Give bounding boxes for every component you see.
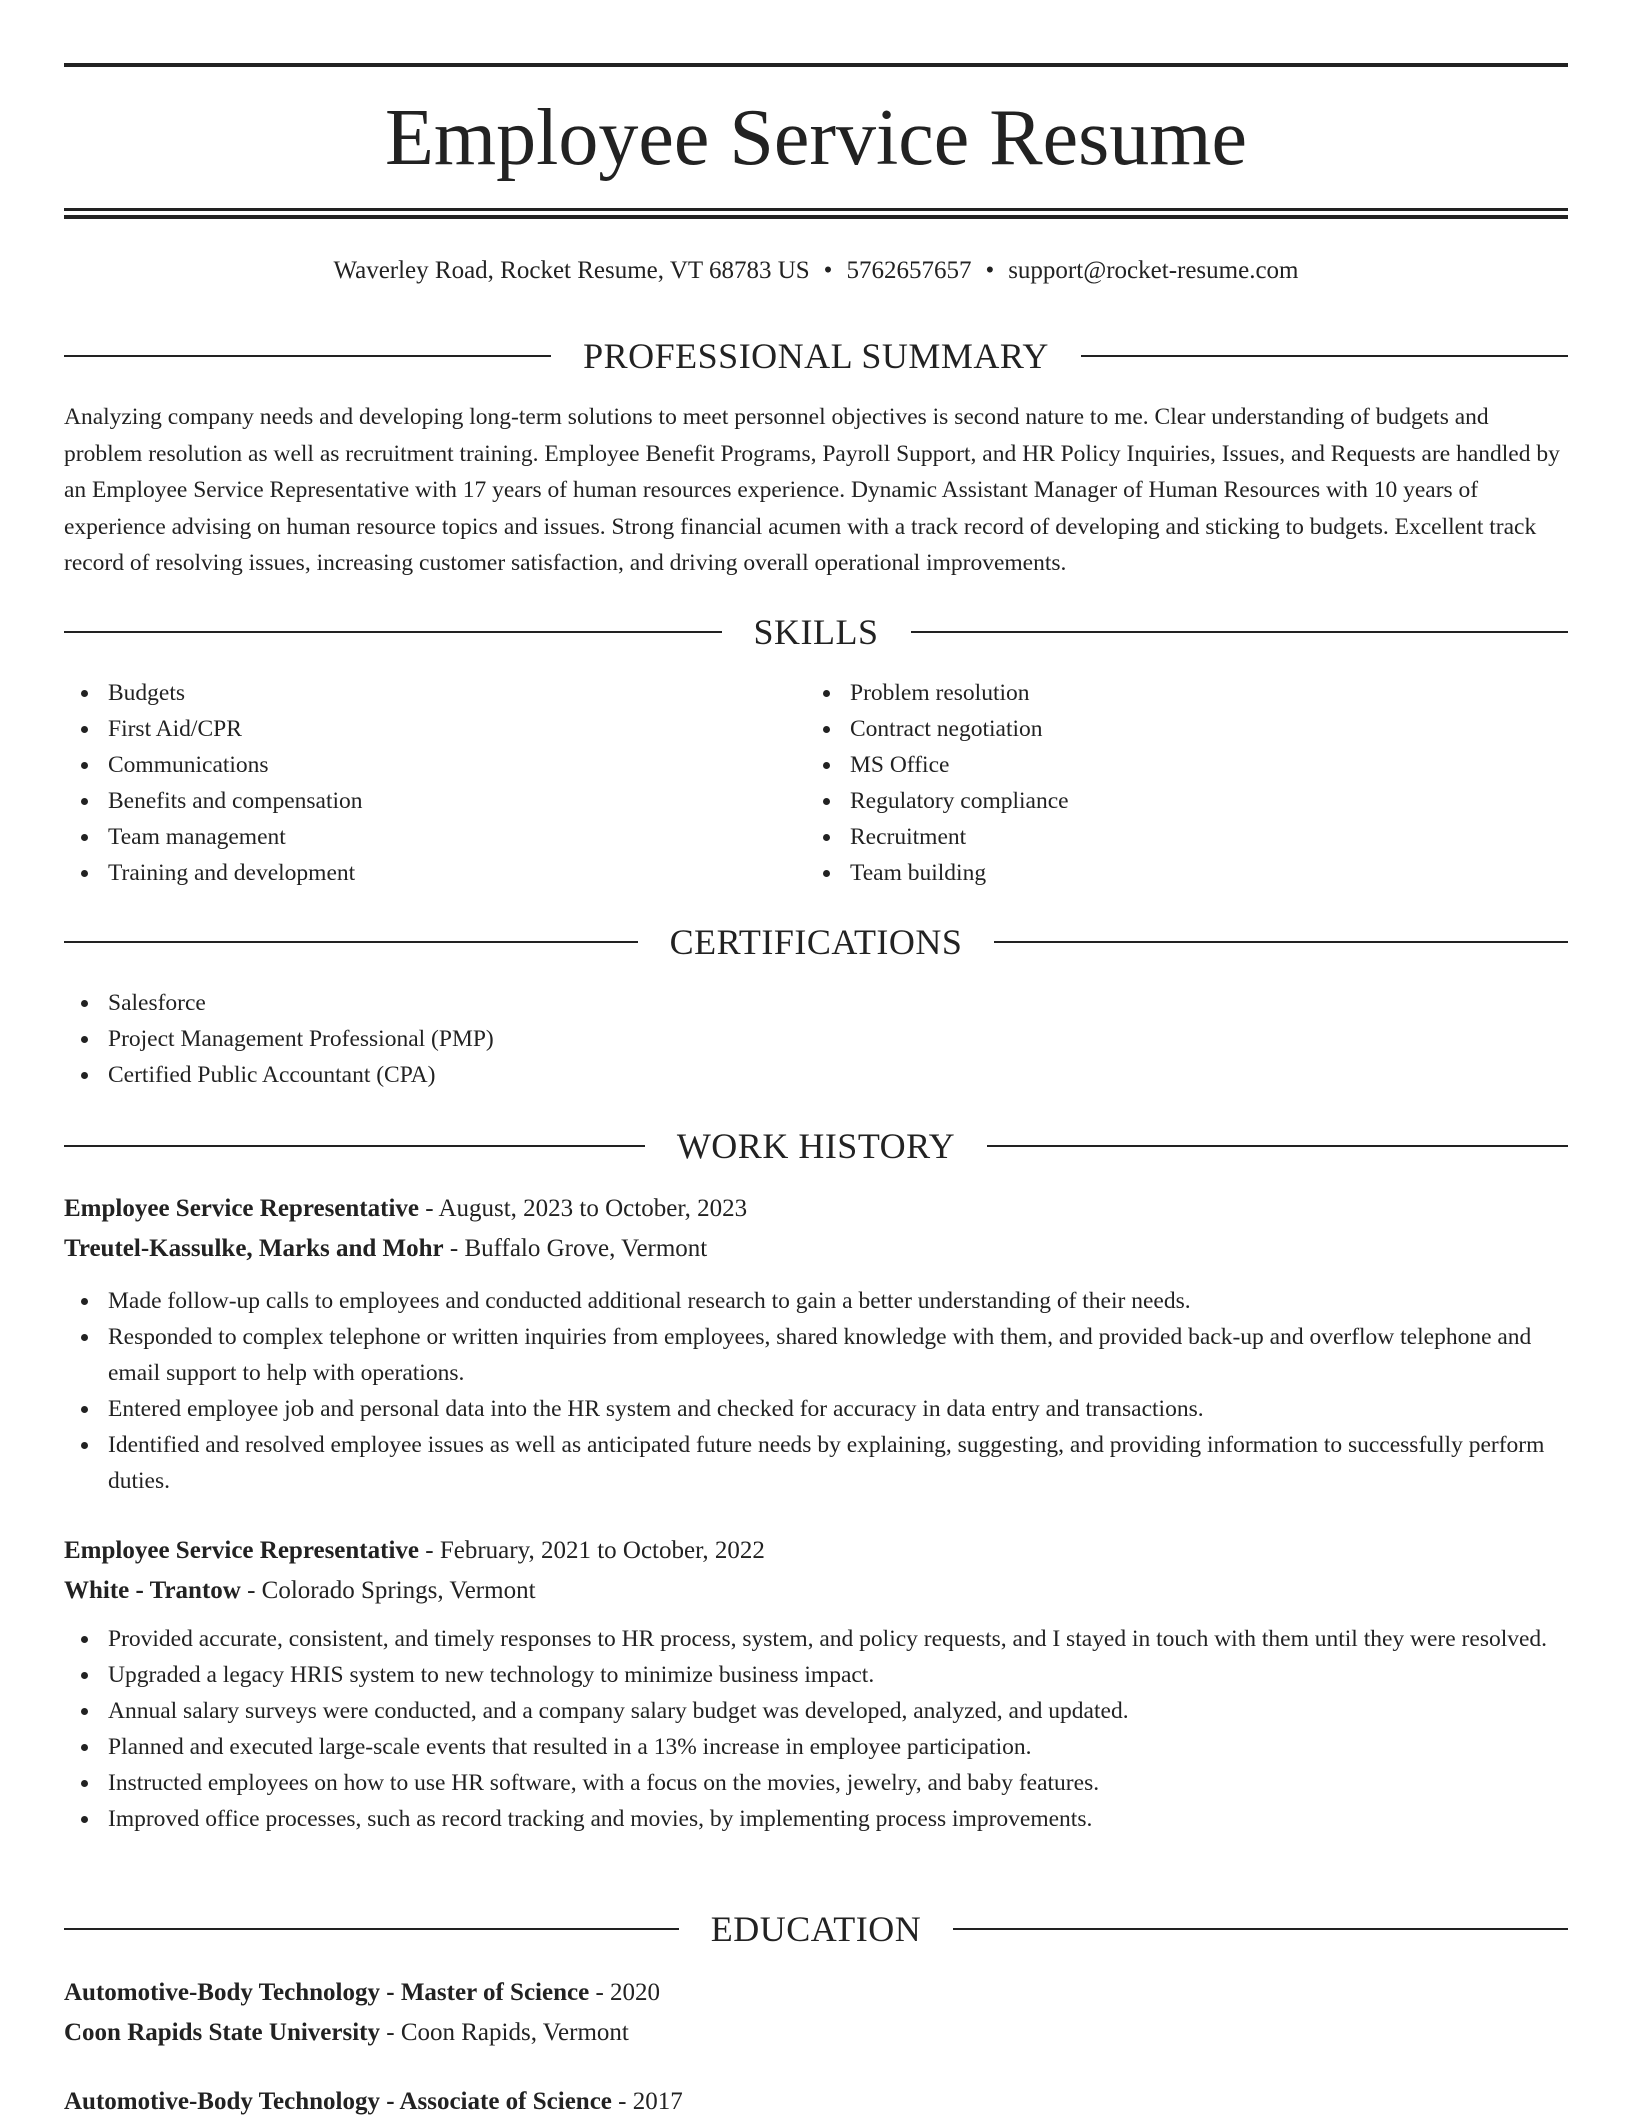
skill-item: Regulatory compliance bbox=[850, 783, 1506, 819]
job-bullet: Planned and executed large-scale events that resulted in a 13% increase in employee participation. bbox=[108, 1729, 1568, 1765]
education-degree: Automotive-Body Technology - Master of Science bbox=[64, 1979, 590, 2006]
heading-rule-right bbox=[1081, 355, 1568, 357]
education-entry bbox=[64, 2082, 1568, 2122]
job-company: Treutel-Kassulke, Marks and Mohr bbox=[64, 1235, 444, 1262]
section-heading-work-history bbox=[64, 1124, 1568, 1168]
job-bullet: Upgraded a legacy HRIS system to new technology to minimize business impact. bbox=[108, 1657, 1568, 1693]
skills-column-right bbox=[806, 675, 1506, 891]
job-bullet: Improved office processes, such as record tracking and movies, by implementing process improvements. bbox=[108, 1801, 1568, 1837]
top-rule bbox=[64, 63, 1568, 67]
job-title-line bbox=[64, 1189, 1568, 1229]
education-school-line bbox=[64, 2013, 1568, 2053]
section-heading-education bbox=[64, 1907, 1568, 1951]
education-degree: Automotive-Body Technology - Associate of Science bbox=[64, 2088, 612, 2115]
skill-item: Communications bbox=[108, 747, 764, 783]
heading-rule-left bbox=[64, 355, 551, 357]
heading-rule-right bbox=[953, 1928, 1568, 1930]
contact-phone: 5762657657 bbox=[846, 257, 972, 284]
skill-item: Benefits and compensation bbox=[108, 783, 764, 819]
certifications-list bbox=[64, 985, 1568, 1093]
resume-title: Employee Service Resume bbox=[385, 94, 1247, 182]
job-title: Employee Service Representative bbox=[64, 1537, 419, 1564]
job-bullet: Instructed employees on how to use HR software, with a focus on the movies, jewelry, and baby features. bbox=[108, 1765, 1568, 1801]
education-entry bbox=[64, 1973, 1568, 2053]
job-bullet: Made follow-up calls to employees and conducted additional research to gain a better understanding of their needs. bbox=[108, 1283, 1568, 1319]
education-degree-line bbox=[64, 1973, 1568, 2013]
heading-rule-left bbox=[64, 941, 638, 943]
skill-item: Problem resolution bbox=[850, 675, 1506, 711]
education-degree-line bbox=[64, 2082, 1568, 2122]
skill-item: Recruitment bbox=[850, 819, 1506, 855]
heading-rule-right bbox=[987, 1145, 1568, 1147]
contact-email: support@rocket-resume.com bbox=[1008, 257, 1299, 284]
section-title: WORK HISTORY bbox=[676, 1126, 956, 1166]
contact-separator: • bbox=[823, 257, 833, 284]
section-heading-skills bbox=[64, 610, 1568, 654]
education-year: - 2020 bbox=[589, 1979, 661, 2006]
skill-item: Budgets bbox=[108, 675, 764, 711]
education-school: Coon Rapids State University bbox=[64, 2019, 380, 2046]
job-bullet: Responded to complex telephone or written inquiries from employees, shared knowledge with them, and provided back-up and overflow telephone and email support to help with operations. bbox=[108, 1319, 1568, 1391]
job-location: - Buffalo Grove, Vermont bbox=[443, 1235, 708, 1262]
job-location: - Colorado Springs, Vermont bbox=[240, 1577, 536, 1604]
contact-address: Waverley Road, Rocket Resume, VT 68783 US bbox=[333, 257, 810, 284]
skill-item: Training and development bbox=[108, 855, 764, 891]
job-company: White - Trantow bbox=[64, 1577, 241, 1604]
section-title: PROFESSIONAL SUMMARY bbox=[583, 336, 1049, 376]
job-bullet: Entered employee job and personal data into the HR system and checked for accuracy in data entry and transactions. bbox=[108, 1391, 1568, 1427]
section-heading-certifications bbox=[64, 920, 1568, 964]
job-entry bbox=[64, 1189, 1568, 1499]
job-dates: - August, 2023 to October, 2023 bbox=[419, 1195, 748, 1222]
job-bullet: Annual salary surveys were conducted, and a company salary budget was developed, analyzed, and updated. bbox=[108, 1693, 1568, 1729]
education-year: - 2017 bbox=[611, 2088, 683, 2115]
contact-line bbox=[64, 253, 1568, 289]
summary-paragraph: Analyzing company needs and developing long-term solutions to meet personnel objectives is second nature to me. Clear understanding of budgets and problem resolution as well as recruitment training. Employee Benefit Programs, Payroll Support, and HR Policy Inquiries, Issues, and Requests are handled by an Employee Service Representative with 17 years of human resources experience. Dynamic Assistant Manager of Human Resources with 10 years of experience advising on human resource topics and issues. Strong financial acumen with a track record of developing and sticking to budgets. Excellent track record of resolving issues, increasing customer satisfaction, and driving overall operational improvements. bbox=[64, 404, 1560, 576]
certification-item: Project Management Professional (PMP) bbox=[108, 1021, 1568, 1057]
job-entry bbox=[64, 1531, 1568, 1837]
skill-item: MS Office bbox=[850, 747, 1506, 783]
heading-rule-left bbox=[64, 1928, 679, 1930]
title-rule-lower bbox=[64, 215, 1568, 219]
heading-rule-left bbox=[64, 631, 722, 633]
section-title: CERTIFICATIONS bbox=[669, 922, 963, 962]
job-company-line bbox=[64, 1229, 1568, 1269]
skill-item: Team management bbox=[108, 819, 764, 855]
heading-rule-right bbox=[911, 631, 1569, 633]
skill-item: Contract negotiation bbox=[850, 711, 1506, 747]
section-title: SKILLS bbox=[753, 612, 879, 652]
section-title: EDUCATION bbox=[710, 1909, 922, 1949]
education-location: - Coon Rapids, Vermont bbox=[380, 2019, 629, 2046]
title-rule-upper bbox=[64, 208, 1568, 211]
job-title: Employee Service Representative bbox=[64, 1195, 419, 1222]
section-heading-summary bbox=[64, 334, 1568, 378]
certification-item: Salesforce bbox=[108, 985, 1568, 1021]
skill-item: First Aid/CPR bbox=[108, 711, 764, 747]
job-bullet: Provided accurate, consistent, and timely responses to HR process, system, and policy requests, and I stayed in touch with them until they were resolved. bbox=[108, 1621, 1568, 1657]
certification-item: Certified Public Accountant (CPA) bbox=[108, 1057, 1568, 1093]
skills-column-left bbox=[64, 675, 764, 891]
heading-rule-left bbox=[64, 1145, 645, 1147]
job-company-line bbox=[64, 1571, 1568, 1611]
skill-item: Team building bbox=[850, 855, 1506, 891]
job-dates: - February, 2021 to October, 2022 bbox=[419, 1537, 765, 1564]
heading-rule-right bbox=[994, 941, 1568, 943]
job-bullet: Identified and resolved employee issues as well as anticipated future needs by explaining, suggesting, and providing information to successfully perform duties. bbox=[108, 1427, 1568, 1499]
contact-separator: • bbox=[985, 257, 995, 284]
job-title-line bbox=[64, 1531, 1568, 1571]
